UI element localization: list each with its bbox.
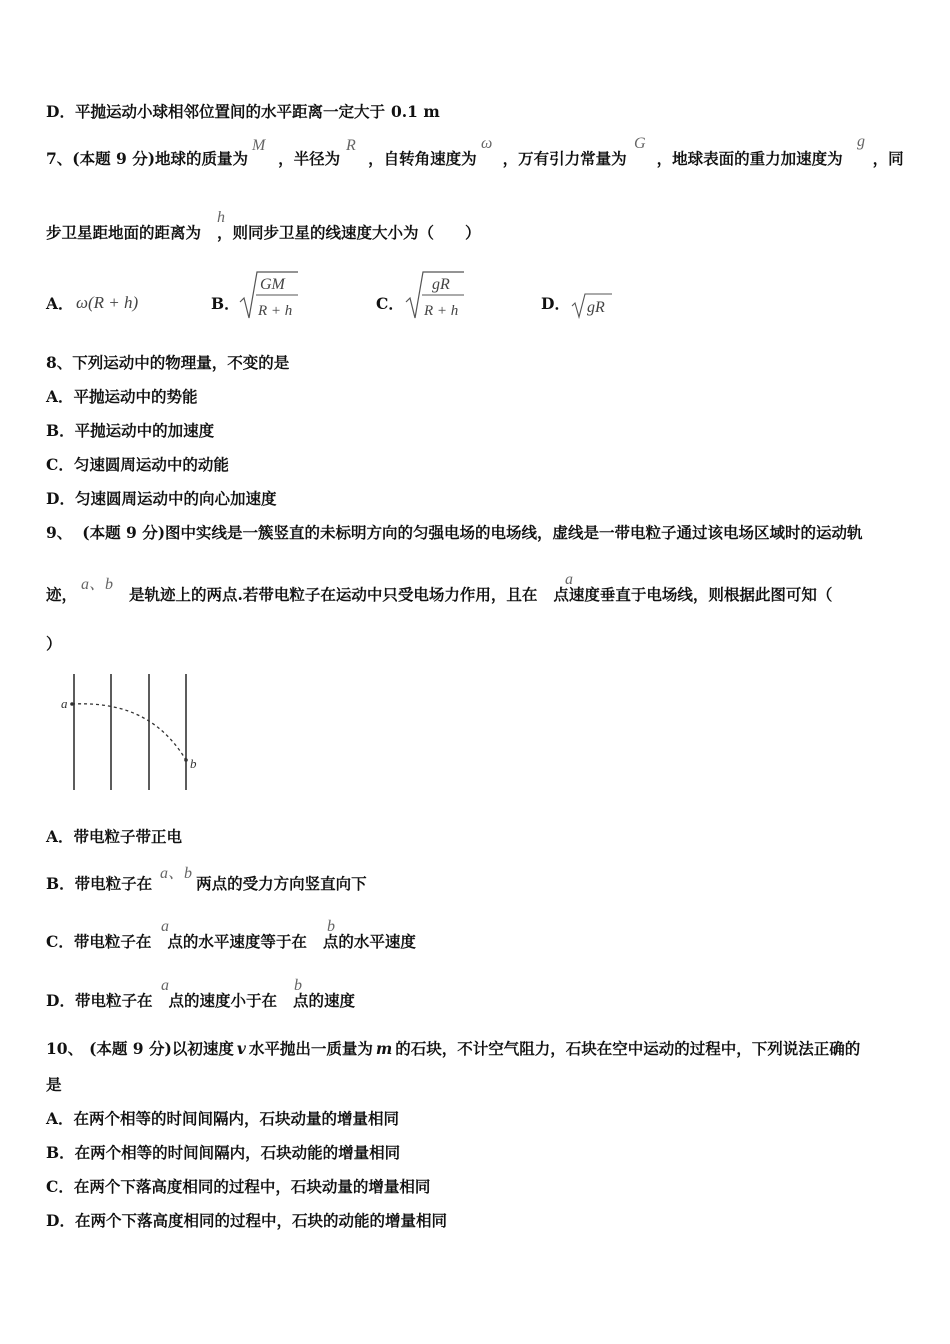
var-a: a	[161, 977, 169, 994]
q10-option-b	[46, 1143, 400, 1163]
q9-text-b: 迹，	[46, 585, 78, 604]
q7-option-b-sqrt-fraction	[238, 268, 302, 324]
var-omega: ω	[481, 135, 493, 152]
option-label: A．	[46, 827, 74, 846]
figure-label-a: a	[61, 696, 68, 711]
q10-var-v: v	[236, 1039, 246, 1058]
option-label: D．	[46, 991, 75, 1010]
q6-option-d	[46, 102, 440, 122]
var-mass-M: M	[252, 137, 266, 154]
option-label: C．	[46, 932, 74, 951]
q7-c-denominator: R + h	[424, 303, 459, 319]
q8-option-a	[46, 387, 198, 407]
option-label: A．	[46, 387, 74, 406]
q9-text-a: 图中实线是一簇竖直的未标明方向的匀强电场的电场线，虚线是一带电粒子通过该电场区域时的运动轨	[165, 523, 863, 542]
q10-score-tag: (本题 9 分)	[89, 1039, 172, 1058]
q10-option-c	[46, 1177, 430, 1197]
q7-text-d: ，万有引力常量为	[502, 149, 627, 168]
q7-text-b: ，半径为	[278, 149, 341, 168]
point-b	[184, 758, 188, 762]
option-text-pre: 带电粒子在	[73, 932, 152, 951]
option-label: D．	[46, 1211, 75, 1230]
var-h: h	[217, 209, 225, 226]
option-text: 匀速圆周运动中的向心加速度	[74, 489, 277, 508]
q7-option-b-label: B．	[211, 294, 240, 313]
option-label: C．	[46, 1177, 74, 1196]
option-text-mid: 点的水平速度等于在	[167, 932, 307, 951]
option-text-pre: 带电粒子在	[74, 874, 153, 893]
q9-text-d: 点速度垂直于电场线，则根据此图可知（	[553, 585, 833, 604]
q7-option-a-label: A．	[46, 294, 74, 313]
q7-number: 7、	[46, 149, 73, 168]
q10-text-c: 的石块，不计空气阻力，石块在空中运动的过程中，下列说法正确的	[395, 1039, 861, 1058]
q9-stem-line1	[46, 523, 863, 543]
option-label: D．	[46, 102, 75, 121]
option-text: 带电粒子带正电	[73, 827, 183, 846]
option-text: 平抛运动中的加速度	[74, 421, 215, 440]
q7-stem-line1	[46, 149, 906, 169]
var-G: G	[634, 135, 646, 152]
q10-option-d	[46, 1211, 447, 1231]
option-label: B．	[46, 1143, 75, 1162]
q7-text-g: 步卫星距地面的距离为	[46, 223, 202, 242]
q10-text-a: 以初速度	[171, 1039, 234, 1058]
option-label: A．	[46, 1109, 74, 1128]
q9-option-c	[46, 932, 416, 952]
particle-trajectory	[72, 704, 186, 760]
q9-score-tag: (本题 9 分)	[82, 523, 166, 542]
option-text: 平抛运动小球相邻位置间的水平距离一定大于	[74, 102, 385, 121]
q10-option-a	[46, 1109, 399, 1129]
q7-option-c-label: C．	[376, 294, 404, 313]
var-b: b	[294, 977, 302, 994]
electric-field-figure	[58, 670, 208, 800]
option-text-post: 两点的受力方向竖直向下	[196, 874, 367, 893]
q9-stem-line3: ）	[46, 634, 62, 653]
option-label: C．	[46, 455, 74, 474]
q7-d-radicand: gR	[587, 299, 605, 316]
option-text: 在两个相等的时间间隔内，石块动量的增量相同	[73, 1109, 400, 1128]
q8-number: 8、	[46, 353, 73, 372]
var-a-b: a、b	[160, 865, 193, 882]
q8-option-b	[46, 421, 214, 441]
q9-option-b	[46, 874, 367, 894]
option-text: 匀速圆周运动中的动能	[73, 455, 229, 474]
q10-number: 10、	[46, 1039, 84, 1058]
q7-score-tag: (本题 9 分)	[72, 149, 156, 168]
q10-stem-line2: 是	[46, 1075, 62, 1094]
q7-b-denominator: R + h	[258, 303, 293, 319]
distance-value: 0.1 m	[390, 102, 440, 121]
q8-option-d	[46, 489, 276, 509]
q7-stem-line2	[46, 223, 481, 243]
figure-label-b: b	[190, 756, 197, 771]
q7-text-e: ，地球表面的重力加速度为	[656, 149, 843, 168]
q7-option-a-expr: ω(R + h)	[76, 293, 139, 312]
option-text-post: 点的速度	[292, 991, 355, 1010]
option-label: B．	[46, 421, 75, 440]
option-text-pre: 带电粒子在	[74, 991, 153, 1010]
option-text-post: 点的水平速度	[322, 932, 416, 951]
option-text-mid: 点的速度小于在	[168, 991, 277, 1010]
point-a	[70, 702, 74, 706]
var-b: b	[327, 918, 335, 935]
var-radius-R: R	[346, 137, 356, 154]
option-text: 在两个下落高度相同的过程中，石块动量的增量相同	[73, 1177, 431, 1196]
q9-option-d	[46, 991, 355, 1011]
q9-stem-line2	[46, 585, 832, 605]
q7-c-numerator: gR	[432, 276, 450, 293]
q7-b-numerator: GM	[260, 276, 285, 293]
q9-text-c: 是轨迹上的两点.若带电粒子在运动中只受电场力作用，且在	[129, 585, 538, 604]
q9-number: 9、	[46, 523, 73, 542]
q9-option-a	[46, 827, 182, 847]
option-text: 在两个相等的时间间隔内，石块动能的增量相同	[74, 1143, 401, 1162]
q7-text-h: ，则同步卫星的线速度大小为（ ）	[217, 223, 481, 242]
var-a: a	[161, 918, 169, 935]
option-label: D．	[46, 489, 75, 508]
q10-var-m: m	[375, 1039, 393, 1058]
q8-option-c	[46, 455, 229, 475]
option-text: 平抛运动中的势能	[73, 387, 198, 406]
q7-text-a: 地球的质量为	[155, 149, 249, 168]
option-text: 在两个下落高度相同的过程中，石块的动能的增量相同	[74, 1211, 447, 1230]
q8-stem	[46, 353, 289, 373]
q8-text: 下列运动中的物理量，不变的是	[72, 353, 290, 372]
q10-stem-line1	[46, 1039, 860, 1059]
q7-option-d-sqrt	[570, 290, 616, 320]
q7-text-f: ，同	[872, 149, 904, 168]
q7-text-c: ，自转角速度为	[368, 149, 477, 168]
q7-option-d-label: D．	[541, 294, 570, 313]
var-a: a	[565, 571, 573, 588]
option-label: B．	[46, 874, 75, 893]
var-g: g	[857, 133, 865, 150]
q10-text-b: 水平抛出一质量为	[248, 1039, 373, 1058]
var-a-b: a、b	[81, 576, 114, 593]
q7-option-c-sqrt-fraction	[404, 268, 468, 324]
